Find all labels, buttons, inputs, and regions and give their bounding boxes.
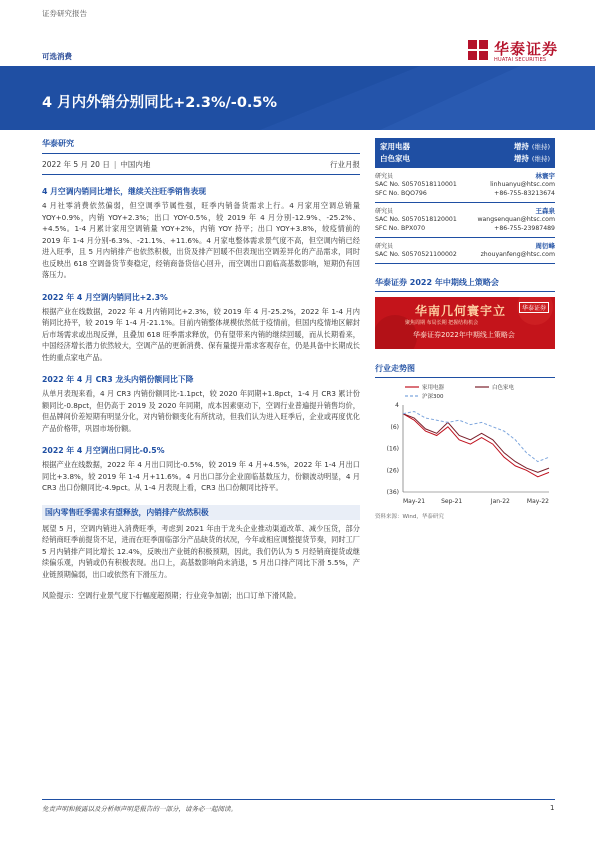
analyst-name: 林寰宇 [535, 172, 555, 180]
analyst-email[interactable]: zhouyanfeng@htsc.com [480, 251, 555, 258]
legend-label: 沪深300 [422, 394, 444, 400]
x-tick-label: Jan-22 [490, 498, 510, 505]
rating-value: 增持 [513, 154, 529, 163]
rating-value: 增持 [513, 142, 529, 151]
rating-note: (维持) [531, 143, 550, 151]
analyst-sfc: SFC No. BQO796 [375, 190, 427, 197]
section-3 [42, 374, 360, 434]
analyst-role: 研究员 [375, 243, 394, 250]
y-tick-label: (16) [386, 445, 399, 453]
event-banner-main: 华南几何寰宇立 [415, 304, 507, 318]
section-body: 展望 5 月，空调内销进入消费旺季，考虑到 2021 年由于龙头企业推动渠道改革、减少压货，部分经销商旺季前提货不足，进而在旺季面临部分产品缺货的状况，今年或相应调整提货节奏，同时工厂 5 月内销排产同比增长 12.4%，反映出产业链的积极预期，因此，我们仍认为 5 月经销商提货或继续偏乐观，内销或仍有积极表现。出口上，高基数影响尚未消退，5 月出口排产同比下滑 5.5%，产业链预期偏弱，出口或依然有下滑压力。 [42, 523, 360, 579]
section-5 [42, 505, 360, 581]
report-title: 4 月内外销分别同比+2.3%/-0.5% [42, 95, 278, 111]
trend-title: 行业走势图 [375, 363, 555, 378]
rating-row [380, 153, 550, 165]
y-tick-label: (6) [390, 423, 399, 431]
trend-chart [375, 381, 555, 510]
analyst-card [375, 168, 555, 203]
section-title: 2022 年 4 月空调出口同比-0.5% [42, 446, 165, 455]
section-title: 2022 年 4 月 CR3 龙头内销份额同比下降 [42, 375, 194, 384]
event-title: 华泰证券 2022 年中期线上策略会 [375, 277, 555, 292]
legend-label: 白色家电 [492, 385, 515, 391]
analyst-phone: +86-755-83213674 [494, 190, 555, 197]
chart-source: 资料来源：Wind，华泰研究 [375, 514, 444, 520]
analyst-name: 王森泉 [535, 207, 555, 215]
x-tick-label: May-22 [526, 498, 549, 505]
section-4 [42, 445, 360, 494]
trend-chart-svg [375, 381, 555, 506]
main-content [42, 138, 360, 602]
page-number: 1 [550, 804, 555, 812]
analyst-email[interactable]: wangsenquan@htsc.com [477, 216, 555, 223]
section-body: 根据产业在线数据，2022 年 4 月出口同比-0.5%，较 2019 年 4 月+4.5%，2022 年 1-4 月出口同比+3.8%，较 2019 年 1-4 月+11.6%。4 月出口部分企业面临基数压力，份额波动明显，4 月 CR3 出口份额同比-4.9pct。从 1-4 月表现上看，CR3 出口份额同比持平。 [42, 460, 360, 492]
analyst-sac: SAC No. S0570518110001 [375, 181, 457, 188]
section-title: 2022 年 4 月空调内销同比+2.3% [42, 292, 168, 302]
section-body: 根据产业在线数据，2022 年 4 月内销同比+2.3%，较 2019 年 4 月-25.2%，2022 年 1-4 月内销同比持平，较 2019 年 1-4 月-21.1%。目前内销整体规模依然低于疫情前，但国内疫情地区解封后市场需求或出现反弹，且叠加 618 旺季需求释放，仍有望带来内销的继续回暖，而从长期看来，中国经济增长潜力依然较大，空调产品的更新消费、保有量提升需求客观存在，仍是具备中长期成长性的重点家电产品。 [42, 306, 360, 362]
footer-divider [42, 799, 555, 800]
rating-sector: 家用电器 [380, 142, 410, 151]
analyst-phone: +86-755-23987489 [494, 225, 555, 232]
analyst-card [375, 238, 555, 264]
rating-box [375, 138, 555, 168]
y-tick-label: 4 [395, 402, 399, 409]
logo-mark-icon [466, 38, 490, 62]
y-tick-label: (36) [386, 489, 399, 496]
footer-disclaimer: 免责声明和披露以及分析师声明是报告的一部分，请务必一起阅读。 [42, 805, 237, 813]
event-banner-sub2: 华泰证券2022年中期线上策略会 [413, 331, 515, 339]
analyst-sac: SAC No. S0570521100002 [375, 251, 457, 258]
report-region: | 中国内地 [110, 160, 151, 169]
event-banner-logo: 华泰证券 [519, 302, 549, 313]
title-banner [0, 66, 595, 130]
x-tick-label: Sep-21 [441, 498, 463, 505]
section-title: 4 月空调内销同比增长，继续关注旺季销售表现 [42, 187, 207, 196]
report-date: 2022 年 5 月 20 日 [42, 160, 110, 169]
huatai-logo [466, 38, 576, 66]
logo-text-en: HUATAI SECURITIES [494, 57, 547, 63]
report-kind: 行业月报 [330, 160, 360, 169]
analyst-card [375, 203, 555, 238]
brand-label: 华泰研究 [42, 139, 74, 148]
section-1 [42, 186, 360, 281]
analyst-sfc: SFC No. BPX070 [375, 225, 426, 232]
report-type: 证券研究报告 [42, 9, 87, 18]
rating-note: (维持) [531, 155, 550, 163]
section-body: 4 月社零消费依然偏弱，但空调季节属性强，旺季内销备货需求上行。4 月家用空调总销量 YOY+0.9%，内销 YOY+2.3%；出口 YOY-0.5%，较 2019 年 4 月分别-12.9%、-25.2%、+4.5%。1-4 月累计家用空调销量 YOY+2%，内销 YOY 持平；出口 YOY+3.8%，较疫情前的 2019 年 1-4 月分别-6.3%、-21.1%、+11.6%。4 月家电整体需求景气度不高，但空调内销已经进入旺季，且 5 月内销排产也依然积极，出货及排产回暖不但表现出空调差异化的产品需求，同时也反映出 618 空调备货节奏稳定，经销商备货信心回升，而空调出口面临高基数影响，短期仍有回落压力。 [42, 201, 360, 279]
sidebar [375, 138, 555, 520]
analyst-sac: SAC No. S0570518120001 [375, 216, 457, 223]
section-2 [42, 292, 360, 364]
y-tick-label: (26) [386, 467, 399, 475]
section-body: 从单月表现来看，4 月 CR3 内销份额同比-1.1pct，较 2020 年同期+1.8pct，1-4 月 CR3 累计份额同比-0.8pct，但仍高于 2019 及 2020 年同期，成本因素驱动下，空调行业普遍提升销售均价，但品牌间价差短期有明显分化，对内销份额变化有所扰动，但我们认为进入旺季后，企业或再度优化产品价格带，巩固市场份额。 [42, 389, 360, 433]
rating-sector: 白色家电 [380, 154, 410, 163]
analyst-role: 研究员 [375, 208, 394, 215]
series-line-2 [403, 414, 549, 473]
logo-text-cn: 华泰证券 [494, 40, 559, 58]
x-tick-label: May-21 [403, 498, 426, 505]
category-label: 可选消费 [42, 52, 72, 61]
meta-row [42, 153, 360, 175]
analyst-name: 周衍峰 [535, 242, 555, 250]
rating-row [380, 141, 550, 153]
event-banner[interactable] [375, 297, 555, 349]
analyst-email[interactable]: linhuanyu@htsc.com [490, 181, 555, 188]
legend-label: 家用电器 [422, 385, 445, 391]
event-banner-sub: 聚焦周期 布局长期 把握结构机会 [405, 320, 479, 326]
analyst-role: 研究员 [375, 173, 394, 180]
risk-warning: 风险提示：空调行业景气度下行幅度超预期；行业竞争加剧；出口订单下滑风险。 [42, 591, 301, 600]
section-title: 国内零售旺季需求有望释放，内销排产依然积极 [42, 505, 360, 520]
